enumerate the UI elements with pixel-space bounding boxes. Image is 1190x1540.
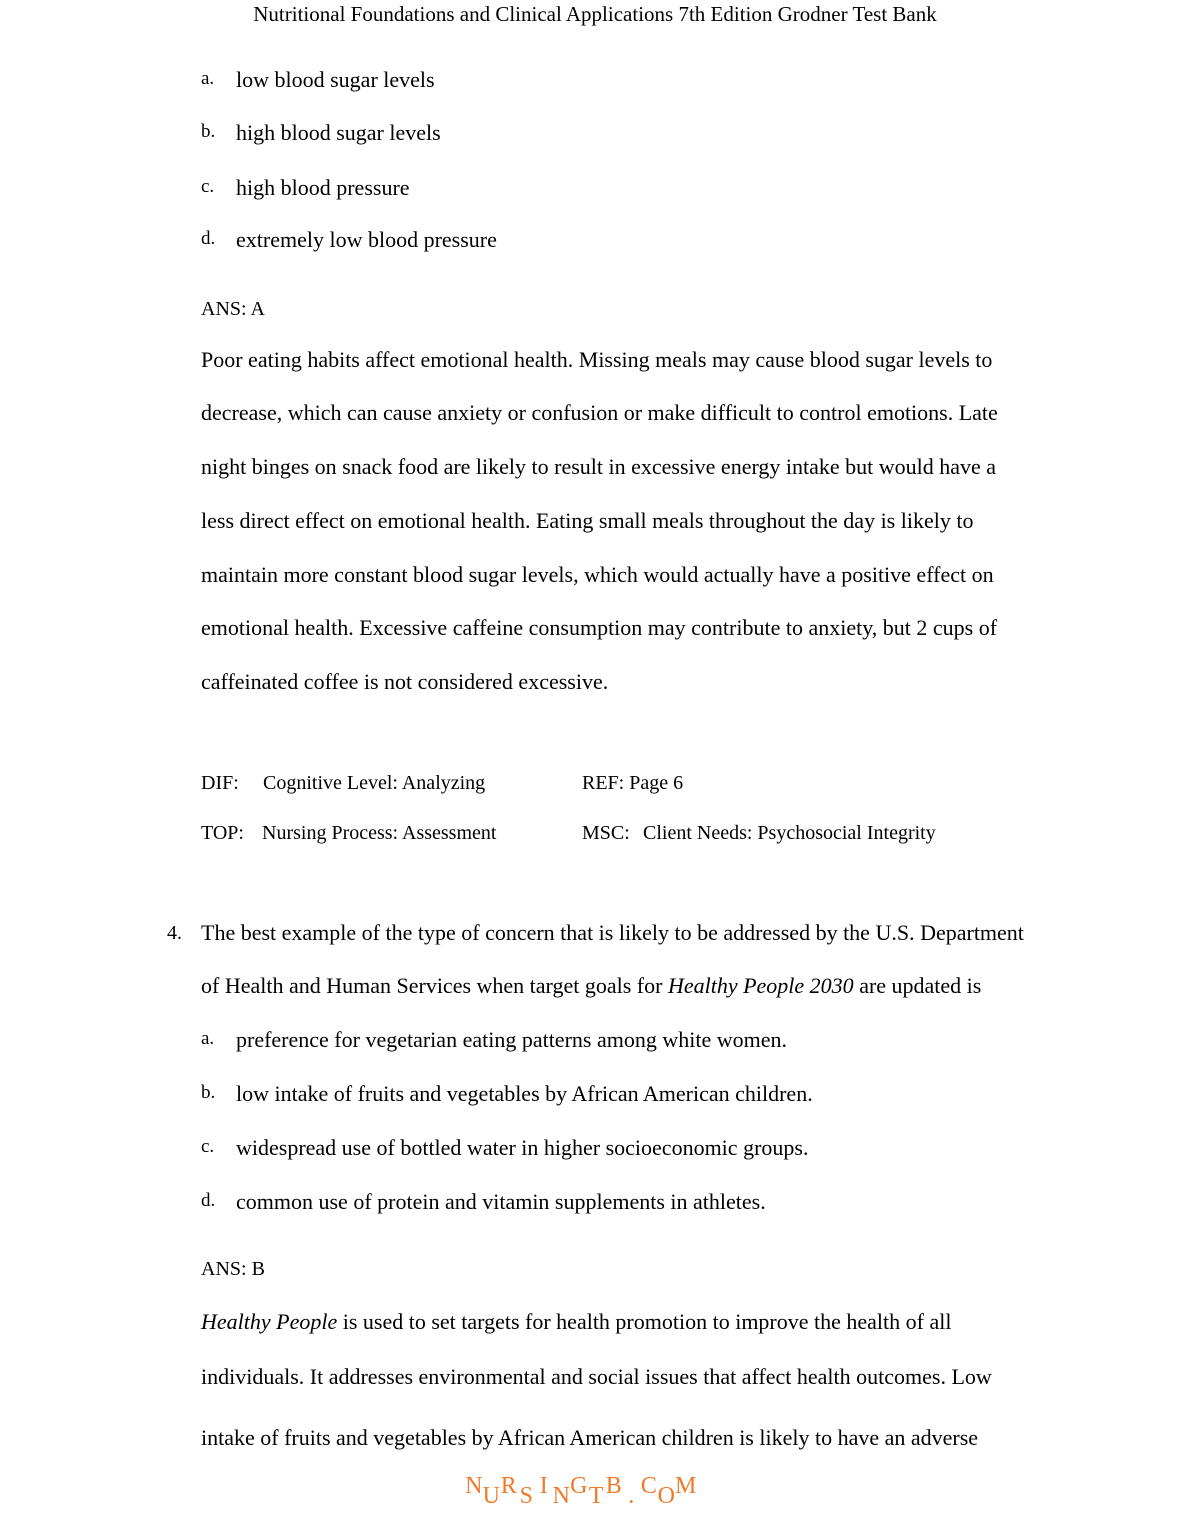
ref-value: REF: Page 6: [582, 772, 684, 794]
rationale-line: intake of fruits and vegetables by African American children is likely to have an adverse: [201, 1425, 979, 1450]
answer: ANS: A: [201, 298, 265, 320]
rationale-line: Poor eating habits affect emotional health. Missing meals may cause blood sugar levels to: [201, 347, 993, 372]
option-text: widespread use of bottled water in higher socioeconomic groups.: [236, 1135, 809, 1160]
option-text: common use of protein and vitamin supplements in athletes.: [236, 1189, 766, 1214]
stem-italic: Healthy People 2030: [667, 973, 854, 998]
watermark-letter: N: [552, 1483, 570, 1509]
rationale-line: less direct effect on emotional health. Eating small meals throughout the day is likely to: [201, 508, 974, 533]
rationale-line: emotional health. Excessive caffeine consumption may contribute to anxiety, but 2 cups of: [201, 615, 998, 640]
option-letter: b.: [201, 121, 216, 142]
watermark-letter: I: [539, 1473, 548, 1499]
option-letter: c.: [201, 1136, 215, 1157]
question-number: 4.: [167, 922, 182, 944]
watermark-letter: T: [588, 1483, 604, 1509]
watermark-letter: C: [640, 1473, 657, 1499]
option-letter: a.: [201, 68, 215, 89]
watermark-letter: O: [657, 1483, 675, 1509]
page-header: Nutritional Foundations and Clinical Applications 7th Edition Grodner Test Bank: [253, 2, 937, 26]
option-text: extremely low blood pressure: [236, 227, 497, 252]
rationale-line: individuals. It addresses environmental and social issues that affect health outcomes. Low: [201, 1364, 992, 1389]
option-letter: d.: [201, 1190, 216, 1211]
option-text: preference for vegetarian eating patterns among white women.: [236, 1027, 787, 1052]
watermark-letter: N: [465, 1473, 483, 1499]
stem-text: of Health and Human Services when target goals for: [201, 973, 668, 998]
rationale-line: caffeinated coffee is not considered excessive.: [201, 669, 609, 694]
watermark-letter: G: [570, 1473, 588, 1499]
msc-value: Client Needs: Psychosocial Integrity: [643, 822, 936, 844]
question-stem: The best example of the type of concern that is likely to be addressed by the U.S. Department: [201, 920, 1024, 945]
watermark-letter: U: [482, 1483, 500, 1509]
option-letter: a.: [201, 1028, 215, 1049]
rationale-italic: Healthy People: [201, 1309, 338, 1334]
option-letter: d.: [201, 228, 216, 249]
watermark-letter: .: [628, 1483, 635, 1509]
watermark-letter: R: [500, 1473, 517, 1499]
rationale-text: is used to set targets for health promotion to improve the health of all: [337, 1309, 952, 1334]
option-text: low blood sugar levels: [236, 67, 435, 92]
option-text: low intake of fruits and vegetables by African American children.: [236, 1081, 813, 1106]
msc-label: MSC:: [582, 822, 630, 844]
rationale-line: decrease, which can cause anxiety or confusion or make difficult to control emotions. Late: [201, 400, 998, 425]
dif-value: Cognitive Level: Analyzing: [263, 772, 486, 794]
top-value: Nursing Process: Assessment: [262, 822, 497, 844]
question-stem: [201, 973, 981, 999]
option-text: high blood pressure: [236, 175, 410, 200]
option-letter: c.: [201, 176, 215, 197]
rationale-line: night binges on snack food are likely to result in excessive energy intake but would have a: [201, 454, 997, 479]
dif-label: DIF:: [201, 772, 239, 794]
rationale-line: maintain more constant blood sugar levels, which would actually have a positive effect on: [201, 562, 994, 587]
option-text: high blood sugar levels: [236, 120, 441, 145]
watermark-letter: M: [675, 1473, 697, 1499]
watermark-letter: B: [605, 1473, 622, 1499]
stem-text: are updated is: [853, 973, 982, 998]
option-letter: b.: [201, 1082, 216, 1103]
rationale-line: [201, 1309, 951, 1335]
watermark: [465, 1473, 697, 1509]
top-label: TOP:: [201, 822, 244, 844]
answer: ANS: B: [201, 1258, 265, 1280]
watermark-letter: S: [519, 1483, 533, 1509]
